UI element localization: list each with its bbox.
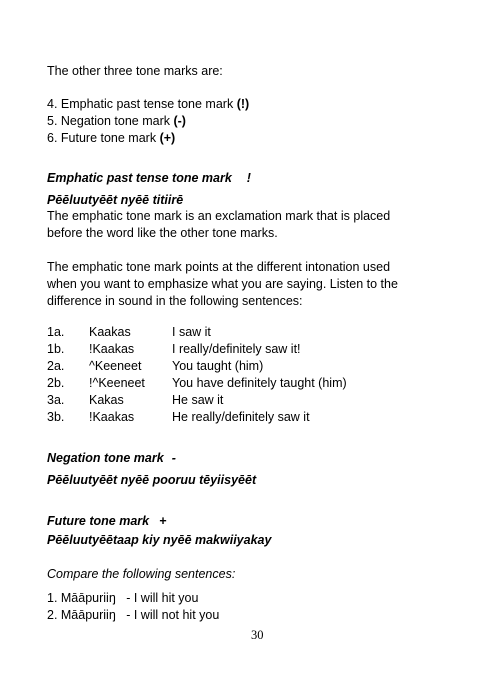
example-number: 2a. (47, 359, 65, 373)
section-symbol: ! (246, 171, 251, 185)
section-heading-text: Future tone mark (47, 514, 150, 528)
paragraph-line: when you want to emphasize what you are saying. Listen to the (47, 277, 398, 291)
paragraph-line: difference in sound in the following sentences: (47, 294, 303, 308)
paragraph-line: before the word like the other tone marks. (47, 226, 278, 240)
example-number: 1b. (47, 342, 65, 356)
paragraph-line: The emphatic tone mark is an exclamation mark that is placed (47, 209, 391, 223)
list-item (47, 97, 249, 111)
sentence-line: 1. Māāpuriiŋ - I will hit you (47, 591, 199, 605)
section-symbol: - (171, 451, 176, 465)
section-heading-emphatic (47, 171, 251, 185)
section-symbol: + (159, 514, 167, 528)
section-subheading: Pēēluutyēēt nyēē titiirē (47, 193, 184, 207)
section-heading-negation (47, 451, 176, 465)
example-word: ^Keeneet (89, 359, 142, 373)
intro-text: The other three tone marks are: (47, 64, 223, 78)
section-heading-text: Negation tone mark (47, 451, 164, 465)
section-subheading: Pēēluutyēētaap kiy nyēē makwiiyakay (47, 533, 272, 547)
example-number: 1a. (47, 325, 65, 339)
example-gloss: You taught (him) (172, 359, 264, 373)
example-word: !Kaakas (89, 410, 135, 424)
list-item (47, 114, 186, 128)
example-word: !Kaakas (89, 342, 135, 356)
list-item-text: 4. Emphatic past tense tone mark (47, 97, 237, 111)
example-number: 3a. (47, 393, 65, 407)
example-number: 2b. (47, 376, 65, 390)
list-item-mark: (+) (159, 131, 176, 145)
example-gloss: He really/definitely saw it (172, 410, 310, 424)
list-item-mark: (!) (236, 97, 250, 111)
example-gloss: You have definitely taught (him) (172, 376, 347, 390)
example-gloss: He saw it (172, 393, 224, 407)
section-heading-text: Emphatic past tense tone mark (47, 171, 232, 185)
compare-instruction: Compare the following sentences: (47, 567, 236, 581)
sentence-line: 2. Māāpuriiŋ - I will not hit you (47, 608, 220, 622)
list-item-mark: (-) (173, 114, 186, 128)
paragraph-line: The emphatic tone mark points at the different intonation used (47, 260, 391, 274)
list-item-text: 6. Future tone mark (47, 131, 160, 145)
example-word: Kakas (89, 393, 124, 407)
example-word: Kaakas (89, 325, 131, 339)
example-gloss: I saw it (172, 325, 211, 339)
section-subheading: Pēēluutyēēt nyēē pooruu tēyiisyēēt (47, 473, 257, 487)
example-number: 3b. (47, 410, 65, 424)
example-word: !^Keeneet (89, 376, 145, 390)
section-heading-future (47, 514, 166, 528)
example-gloss: I really/definitely saw it! (172, 342, 301, 356)
page-number: 30 (251, 628, 264, 642)
list-item-text: 5. Negation tone mark (47, 114, 174, 128)
list-item (47, 131, 175, 145)
